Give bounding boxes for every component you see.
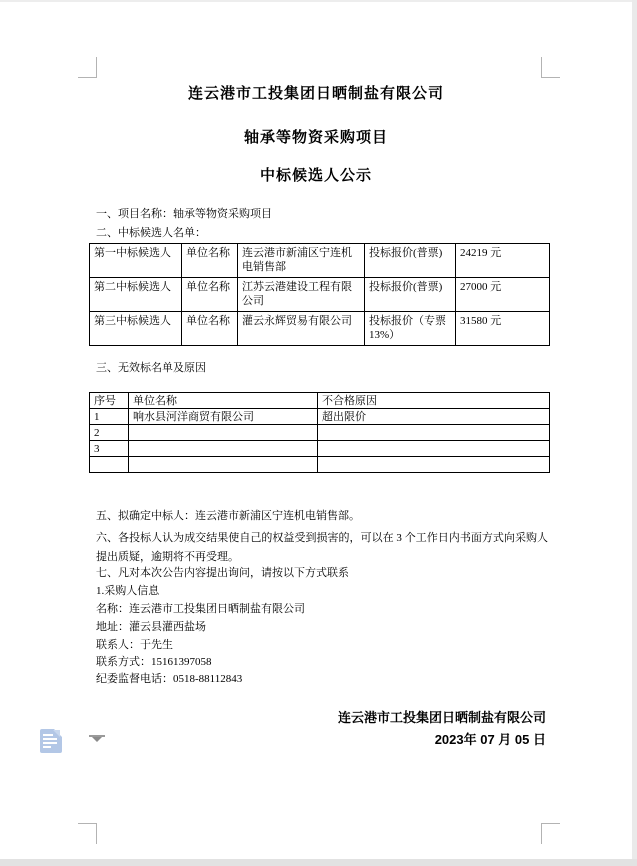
table-row	[90, 244, 550, 278]
contact-person: 联系人：于先生	[96, 639, 173, 651]
price-label-cell: 投标报价(普票)	[365, 278, 456, 312]
company-cell: 连云港市新浦区宁连机电销售部	[238, 244, 365, 278]
crop-mark-top-left-v	[96, 57, 97, 78]
unit-label-cell: 单位名称	[182, 312, 238, 346]
col-header-reason: 不合格原因	[318, 393, 550, 409]
crop-mark-top-right-h	[541, 77, 560, 78]
table-row	[90, 278, 550, 312]
col-header-no: 序号	[90, 393, 129, 409]
crop-mark-bottom-right-h	[541, 823, 560, 824]
paragraph-inquiry: 七、凡对本次公告内容提出询问，请按以下方式联系	[96, 567, 349, 579]
company-cell	[129, 425, 318, 441]
doc-title-project: 轴承等物资采购项目	[243, 129, 388, 146]
crop-mark-bottom-left-h	[78, 823, 97, 824]
signature-company: 连云港市工投集团日晒制盐有限公司	[337, 710, 546, 725]
buyer-info-heading: 1.采购人信息	[96, 585, 160, 597]
reason-cell	[318, 457, 550, 473]
row-no-cell: 1	[90, 409, 129, 425]
paragraph-project-name: 一、项目名称：轴承等物资采购项目	[96, 208, 272, 220]
invalid-bids-table	[89, 392, 550, 473]
dropdown-arrow-icon[interactable]	[92, 737, 102, 742]
table-row	[90, 441, 550, 457]
company-cell: 响水县河洋商贸有限公司	[129, 409, 318, 425]
candidates-table	[89, 243, 550, 346]
page-edge-right	[632, 0, 637, 859]
paragraph-winner: 五、拟确定中标人：连云港市新浦区宁连机电销售部。	[96, 510, 360, 522]
paste-options-line-icon	[43, 742, 57, 744]
crop-mark-top-right-v	[541, 57, 542, 78]
crop-mark-bottom-right-v	[541, 823, 542, 844]
company-cell: 灌云永辉贸易有限公司	[238, 312, 365, 346]
paste-options-line-icon	[43, 738, 57, 740]
doc-title-announcement: 中标候选人公示	[259, 167, 372, 184]
company-cell: 江苏云港建设工程有限公司	[238, 278, 365, 312]
reason-cell: 超出限价	[318, 409, 550, 425]
reason-cell	[318, 441, 550, 457]
paragraph-invalid-heading: 三、无效标名单及原因	[96, 362, 206, 374]
doc-title-company: 连云港市工投集团日晒制盐有限公司	[187, 85, 444, 102]
paragraph-candidates-heading: 二、中标候选人名单：	[96, 227, 206, 239]
buyer-name: 名称：连云港市工投集团日晒制盐有限公司	[96, 603, 305, 615]
page-edge-top	[0, 0, 637, 2]
paste-options-line-icon	[43, 746, 51, 748]
candidate-rank-cell: 第一中标候选人	[90, 244, 182, 278]
candidate-rank-cell: 第二中标候选人	[90, 278, 182, 312]
page-edge-bottom	[0, 859, 637, 866]
price-cell: 31580 元	[456, 312, 550, 346]
row-no-cell	[90, 457, 129, 473]
crop-mark-bottom-left-v	[96, 823, 97, 844]
table-header-row	[90, 393, 550, 409]
table-row	[90, 409, 550, 425]
price-cell: 24219 元	[456, 244, 550, 278]
table-row	[90, 457, 550, 473]
col-header-company: 单位名称	[129, 393, 318, 409]
table-row	[90, 425, 550, 441]
row-no-cell: 2	[90, 425, 129, 441]
company-cell	[129, 441, 318, 457]
company-cell	[129, 457, 318, 473]
paste-options-icon[interactable]	[40, 729, 66, 753]
signature-date: 2023年 07 月 05 日	[434, 732, 546, 747]
paste-options-line-icon	[43, 734, 53, 736]
candidate-rank-cell: 第三中标候选人	[90, 312, 182, 346]
paragraph-objection: 六、各投标人认为成交结果使自己的权益受到损害的，可以在 3 个工作日内书面方式向采购人提出质疑，逾期将不再受理。	[96, 532, 548, 563]
price-label-cell: 投标报价(普票)	[365, 244, 456, 278]
table-row	[90, 312, 550, 346]
paste-options-dogear-fill-icon	[53, 730, 60, 737]
buyer-address: 地址：灌云县灌西盐场	[96, 621, 206, 633]
price-cell: 27000 元	[456, 278, 550, 312]
crop-mark-top-left-h	[78, 77, 97, 78]
unit-label-cell: 单位名称	[182, 278, 238, 312]
supervision-phone: 纪委监督电话：0518-88112843	[96, 673, 243, 685]
reason-cell	[318, 425, 550, 441]
price-label-cell: 投标报价（专票 13%）	[365, 312, 456, 346]
contact-phone: 联系方式：15161397058	[96, 656, 212, 668]
row-no-cell: 3	[90, 441, 129, 457]
unit-label-cell: 单位名称	[182, 244, 238, 278]
